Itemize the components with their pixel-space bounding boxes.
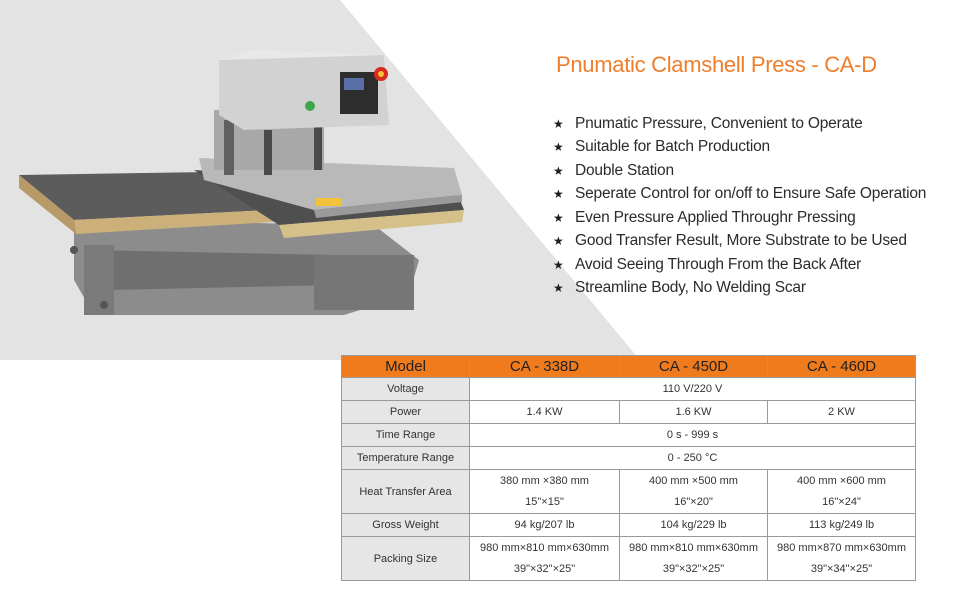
packing-size-value	[470, 537, 620, 581]
metric-size: 400 mm ×500 mm	[649, 474, 738, 487]
header-ca-338d: CA - 338D	[470, 356, 620, 378]
metric-size: 380 mm ×380 mm	[500, 474, 589, 487]
header-model: Model	[342, 356, 470, 378]
list-item	[553, 183, 926, 207]
star-icon: ★	[553, 234, 564, 249]
list-item	[553, 253, 926, 277]
metric-size: 400 mm ×600 mm	[797, 474, 886, 487]
gross-weight-value: 104 kg/229 lb	[620, 514, 768, 537]
metric-size: 980 mm×810 mm×630mm	[480, 541, 609, 554]
list-item	[553, 230, 926, 254]
heat-transfer-area-value	[620, 470, 768, 514]
imperial-size: 15"×15"	[525, 495, 564, 508]
imperial-size: 39"×32"×25"	[513, 562, 576, 575]
list-item	[553, 159, 926, 183]
clamshell-press-image	[14, 50, 474, 330]
imperial-size: 16"×24"	[822, 495, 861, 508]
power-value: 1.6 KW	[620, 401, 768, 424]
spec-table	[341, 355, 916, 581]
power-value: 2 KW	[768, 401, 916, 424]
header-ca-460d: CA - 460D	[768, 356, 916, 378]
packing-size-label: Packing Size	[342, 537, 470, 581]
heat-transfer-area-label: Heat Transfer Area	[342, 470, 470, 514]
metric-size: 980 mm×810 mm×630mm	[629, 541, 758, 554]
list-item	[553, 112, 926, 136]
table-header-row	[342, 356, 916, 378]
star-icon: ★	[553, 140, 564, 155]
temperature-range-value: 0 - 250 °C	[470, 447, 916, 470]
time-range-value: 0 s - 999 s	[470, 424, 916, 447]
feature-text: Avoid Seeing Through From the Back After	[575, 255, 862, 273]
star-icon: ★	[553, 163, 564, 178]
power-label: Power	[342, 401, 470, 424]
table-row	[342, 537, 916, 581]
table-row	[342, 424, 916, 447]
page-title: Pnumatic Clamshell Press - CA-D	[556, 52, 877, 77]
list-item	[553, 136, 926, 160]
star-icon: ★	[553, 187, 564, 202]
star-icon: ★	[553, 257, 564, 272]
heat-transfer-area-value	[768, 470, 916, 514]
table-row	[342, 470, 916, 514]
imperial-size: 39"×34"×25"	[810, 562, 873, 575]
feature-text: Seperate Control for on/off to Ensure Safe Operation	[575, 185, 927, 203]
temperature-range-label: Temperature Range	[342, 447, 470, 470]
feature-text: Even Pressure Applied Throughr Pressing	[575, 208, 856, 226]
voltage-value: 110 V/220 V	[470, 378, 916, 401]
table-row	[342, 514, 916, 537]
packing-size-value	[620, 537, 768, 581]
metric-size: 980 mm×870 mm×630mm	[777, 541, 906, 554]
table-row	[342, 401, 916, 424]
gross-weight-value: 113 kg/249 lb	[768, 514, 916, 537]
time-range-label: Time Range	[342, 424, 470, 447]
table-row	[342, 447, 916, 470]
feature-text: Good Transfer Result, More Substrate to be Used	[575, 232, 907, 250]
star-icon: ★	[553, 116, 564, 131]
feature-text: Streamline Body, No Welding Scar	[575, 279, 806, 297]
list-item	[553, 206, 926, 230]
star-icon: ★	[553, 210, 564, 225]
star-icon: ★	[553, 281, 564, 296]
gross-weight-label: Gross Weight	[342, 514, 470, 537]
power-value: 1.4 KW	[470, 401, 620, 424]
list-item	[553, 277, 926, 301]
feature-list	[553, 112, 926, 300]
feature-text: Suitable for Batch Production	[575, 138, 770, 156]
gross-weight-value: 94 kg/207 lb	[470, 514, 620, 537]
packing-size-value	[768, 537, 916, 581]
header-ca-450d: CA - 450D	[620, 356, 768, 378]
heat-transfer-area-value	[470, 470, 620, 514]
feature-text: Pnumatic Pressure, Convenient to Operate	[575, 114, 863, 132]
table-row	[342, 378, 916, 401]
feature-text: Double Station	[575, 161, 674, 179]
voltage-label: Voltage	[342, 378, 470, 401]
imperial-size: 16"×20"	[674, 495, 713, 508]
imperial-size: 39"×32"×25"	[662, 562, 725, 575]
